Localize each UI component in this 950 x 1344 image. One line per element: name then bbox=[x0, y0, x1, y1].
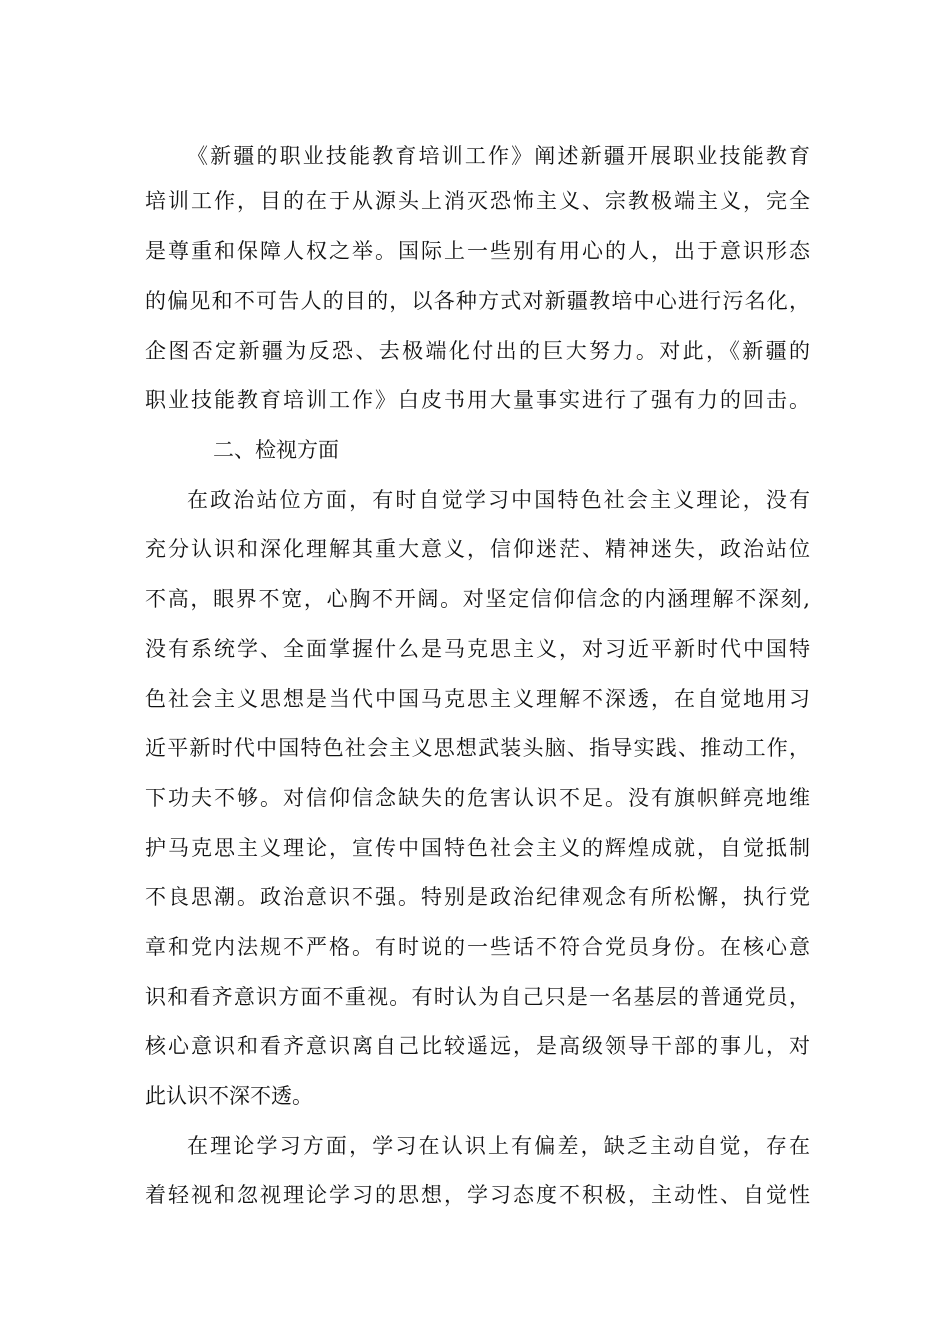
paragraph2-line-13: 此认识不深不透。 bbox=[145, 1084, 313, 1108]
section-heading: 二、检视方面 bbox=[213, 438, 339, 462]
paragraph3-line-2: 着轻视和忽视理论学习的思想，学习态度不积极，主动性、自觉性 bbox=[145, 1183, 810, 1207]
paragraph1-line-4: 的偏见和不可告人的目的，以各种方式对新疆教培中心进行污名化， bbox=[145, 289, 810, 313]
paragraph2-line-1: 在政治站位方面，有时自觉学习中国特色社会主义理论，没有 bbox=[187, 488, 810, 512]
paragraph2-line-9: 不良思潮。政治意识不强。特别是政治纪律观念有所松懈，执行党 bbox=[145, 885, 810, 909]
paragraph2-line-12: 核心意识和看齐意识离自己比较遥远，是高级领导干部的事儿，对 bbox=[145, 1034, 810, 1058]
paragraph2-line-5: 色社会主义思想是当代中国马克思主义理解不深透，在自觉地用习 bbox=[145, 687, 810, 711]
paragraph2-line-4: 没有系统学、全面掌握什么是马克思主义，对习近平新时代中国特 bbox=[145, 637, 810, 661]
paragraph1-line-6: 职业技能教育培训工作》白皮书用大量事实进行了强有力的回击。 bbox=[145, 388, 810, 412]
paragraph3-line-1: 在理论学习方面，学习在认识上有偏差，缺乏主动自觉，存在 bbox=[187, 1134, 810, 1158]
paragraph2-line-10: 章和党内法规不严格。有时说的一些话不符合党员身份。在核心意 bbox=[145, 935, 810, 959]
paragraph1-line-1: 《新疆的职业技能教育培训工作》阐述新疆开展职业技能教育 bbox=[187, 144, 810, 168]
paragraph2-line-3: 不高，眼界不宽，心胸不开阔。对坚定信仰信念的内涵理解不深刻, bbox=[145, 587, 810, 611]
paragraph2-line-6: 近平新时代中国特色社会主义思想武装头脑、指导实践、推动工作， bbox=[145, 736, 810, 760]
paragraph2-line-8: 护马克思主义理论，宣传中国特色社会主义的辉煌成就，自觉抵制 bbox=[145, 836, 810, 860]
paragraph2-line-2: 充分认识和深化理解其重大意义，信仰迷茫、精神迷失，政治站位 bbox=[145, 537, 810, 561]
paragraph2-line-11: 识和看齐意识方面不重视。有时认为自己只是一名基层的普通党员， bbox=[145, 985, 810, 1009]
paragraph1-line-2: 培训工作，目的在于从源头上消灭恐怖主义、宗教极端主义，完全 bbox=[145, 189, 810, 213]
paragraph1-line-5: 企图否定新疆为反恐、去极端化付出的巨大努力。对此，《新疆的 bbox=[145, 339, 810, 363]
paragraph1-line-3: 是尊重和保障人权之举。国际上一些别有用心的人，出于意识形态 bbox=[145, 239, 810, 263]
paragraph2-line-7: 下功夫不够。对信仰信念缺失的危害认识不足。没有旗帜鲜亮地维 bbox=[145, 786, 810, 810]
